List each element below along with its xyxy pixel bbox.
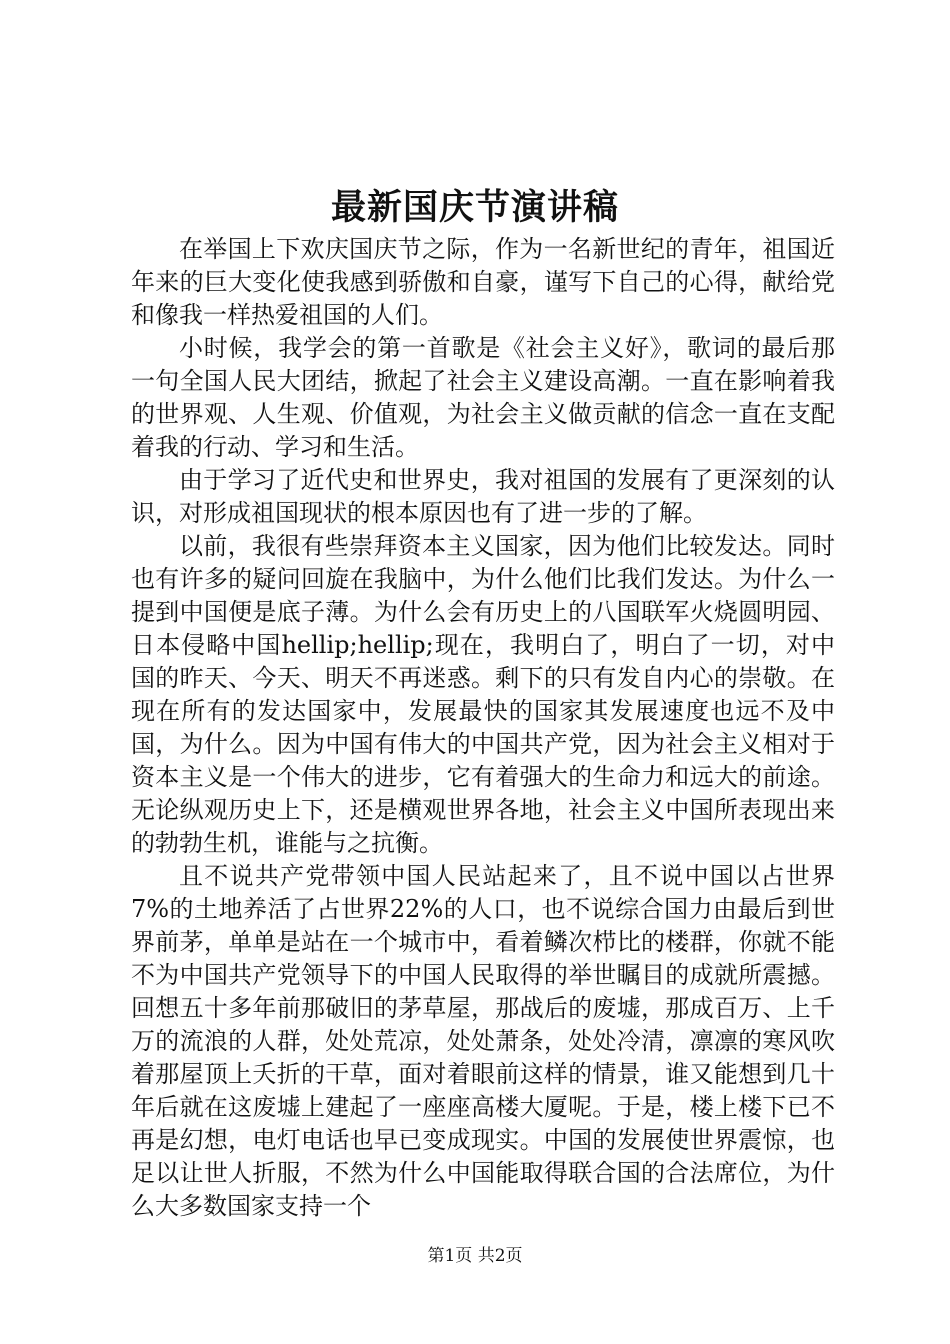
- paragraph-4: 以前，我很有些崇拜资本主义国家，因为他们比较发达。同时也有许多的疑问回旋在我脑中，为什么他们比我们发达。为什么一提到中国便是底子薄。为什么会有历史上的八国联军火烧圆明园、日本侵略中国hellip;hellip;现在，我明白了，明白了一切，对中国的昨天、今天、明天不再迷惑。剩下的只有发自内心的崇敬。在现在所有的发达国家中，发展最快的国家其发展速度也远不及中国，为什么。因为中国有伟大的中国共产党，因为社会主义相对于资本主义是一个伟大的进步，它有着强大的生命力和远大的前途。无论纵观历史上下，还是横观世界各地，社会主义中国所表现出来的勃勃生机，谁能与之抗衡。: [131, 532, 835, 857]
- page-number-footer: 第1页 共2页: [427, 1246, 523, 1266]
- paragraph-3: 由于学习了近代史和世界史，我对祖国的发展有了更深刻的认识，对形成祖国现状的根本原因也有了进一步的了解。: [131, 466, 835, 527]
- document-title: 最新国庆节演讲稿: [330, 187, 619, 228]
- paragraph-2: 小时候，我学会的第一首歌是《社会主义好》，歌词的最后那一句全国人民大团结，掀起了社会主义建设高潮。一直在影响着我的世界观、人生观、价值观，为社会主义做贡献的信念一直在支配着我的行动、学习和生活。: [131, 334, 835, 461]
- document-body: [131, 233, 835, 1223]
- paragraph-1: 在举国上下欢庆国庆节之际，作为一名新世纪的青年，祖国近年来的巨大变化使我感到骄傲和自豪，谨写下自己的心得，献给党和像我一样热爱祖国的人们。: [131, 235, 835, 329]
- paragraph-5: 且不说共产党带领中国人民站起来了，且不说中国以占世界7%的土地养活了占世界22%的人口，也不说综合国力由最后到世界前茅，单单是站在一个城市中，看着鳞次栉比的楼群，你就不能不为中国共产党领导下的中国人民取得的举世瞩目的成就所震撼。回想五十多年前那破旧的茅草屋，那战后的废墟，那成百万、上千万的流浪的人群，处处荒凉，处处萧条，处处冷清，凛凛的寒风吹着那屋顶上夭折的干草，面对着眼前这样的情景，谁又能想到几十年后就在这废墟上建起了一座座高楼大厦呢。于是，楼上楼下已不再是幻想，电灯电话也早已变成现实。中国的发展使世界震惊，也足以让世人折服，不然为什么中国能取得联合国的合法席位，为什么大多数国家支持一个: [131, 862, 835, 1220]
